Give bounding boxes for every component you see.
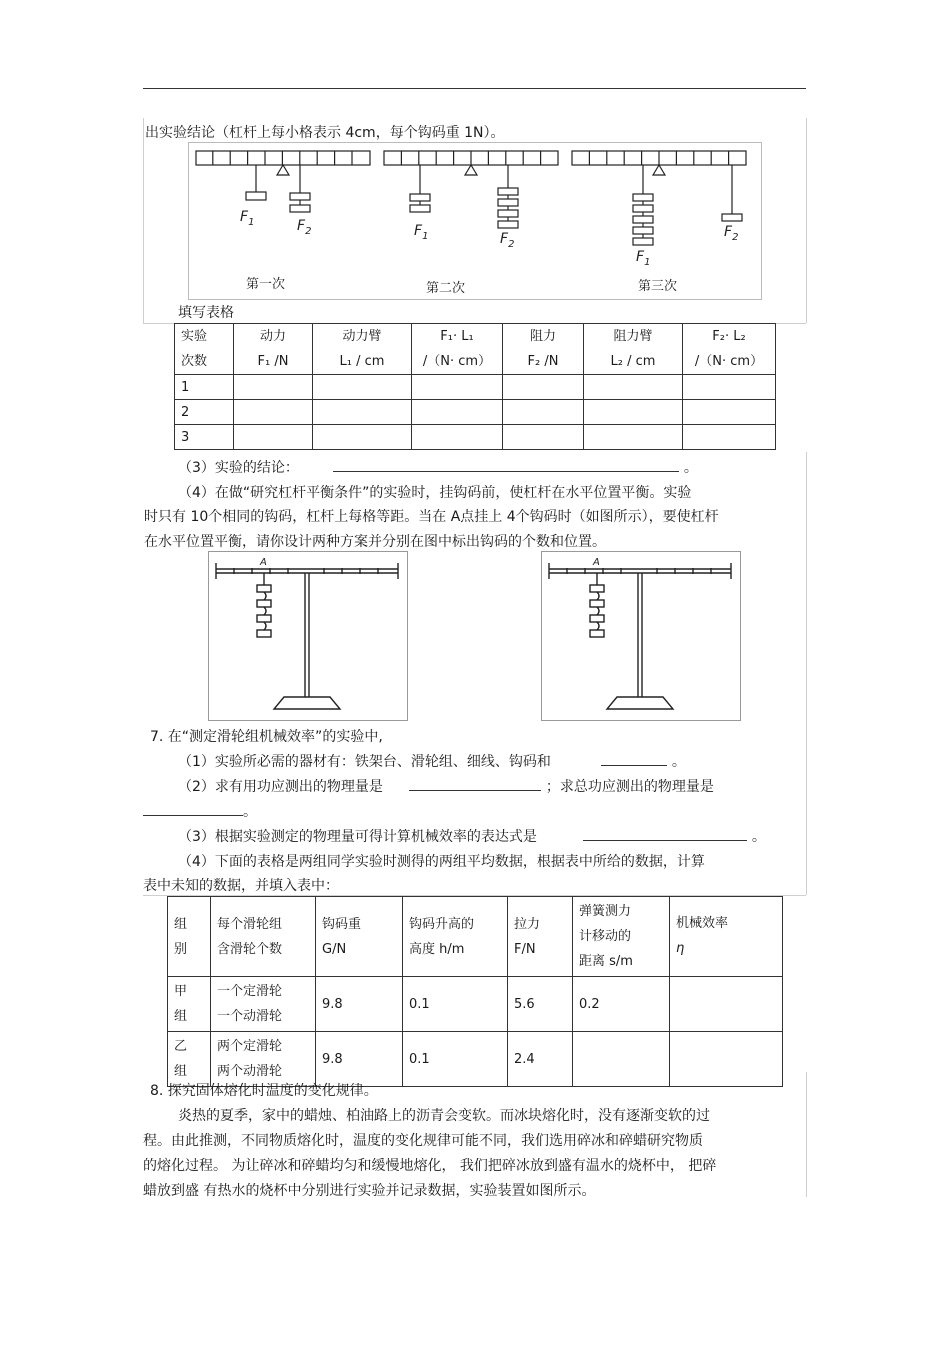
f2-label-1: $F_2$ [297,218,312,237]
empty-cell[interactable] [503,425,584,450]
scan-edge [806,1072,807,1197]
q7-1-blank[interactable] [601,751,667,766]
q7-2-blank-2[interactable] [143,801,243,816]
group-cell: 乙 组 [168,1032,211,1087]
q4-line2: 时只有 10个相同的钩码，杠杆上每格等距。当在 A点挂上 4个钩码时（如图所示），要使杠杆 [144,509,719,525]
q7-2-line: （2）求有用功应测出的物理量是 ；求总功应测出的物理量是 [178,776,714,796]
pulley-count-cell: 一个定滑轮 一个动滑轮 [211,977,316,1032]
height-cell: 0.1 [403,977,508,1032]
empty-cell[interactable] [683,375,776,400]
header-cell: 每个滑轮组 含滑轮个数 [211,897,316,977]
empty-cell[interactable] [234,425,313,450]
distance-cell: 0.2 [573,977,670,1032]
header-cell: 动力臂 L₁ / cm [313,324,412,375]
empty-cell[interactable] [503,400,584,425]
q7-3-line: （3）根据实验测定的物理量可得计算机械效率的表达式是 。 [178,826,766,846]
q8-line1: 炎热的夏季，家中的蜡烛、柏油路上的沥青会变软。而冰块熔化时，没有逐渐变软的过 [178,1108,710,1124]
scan-edge [143,118,144,323]
table-row [175,425,776,450]
q8-title: 8. 探究固体熔化时温度的变化规律。 [150,1083,378,1099]
caption-2: 第二次 [426,281,466,296]
header-cell: 动力 F₁ /N [234,324,313,375]
force-cell: 2.4 [508,1032,573,1087]
pulley-table [167,896,783,1087]
header-rule [143,88,806,89]
header-cell: 阻力 F₂ /N [503,324,584,375]
empty-cell[interactable] [683,400,776,425]
q7-2-cont: 。 [143,801,257,821]
header-cell: 阻力臂 L₂ / cm [584,324,683,375]
q7-title: 7. 在“测定滑轮组机械效率”的实验中, [150,729,383,745]
lever-stand-figure-2 [541,551,741,721]
empty-cell[interactable] [412,375,503,400]
q7-4-line1: （4）下面的表格是两组同学实验时测得的两组平均数据，根据表中所给的数据，计算 [178,854,705,870]
caption-3: 第三次 [638,279,678,294]
weight-cell: 9.8 [316,977,403,1032]
empty-cell[interactable] [584,425,683,450]
empty-cell[interactable] [234,375,313,400]
q7-4-line2: 表中未知的数据，并填入表中： [143,878,339,894]
q7-3-blank[interactable] [583,826,747,841]
f1-label-1: $F_1$ [240,209,255,228]
distance-cell[interactable] [573,1032,670,1087]
table-row [168,977,783,1032]
q3-line: （3）实验的结论： 。 [178,457,698,477]
table-row [168,1032,783,1087]
table-header-row [175,324,776,375]
row-number: 3 [175,425,234,450]
empty-cell[interactable] [584,375,683,400]
q8-line3: 的熔化过程。 为让碎冰和碎蜡均匀和缓慢地熔化， 我们把碎冰放到盛有温水的烧杯中， 把碎 [143,1158,717,1174]
empty-cell[interactable] [584,400,683,425]
lever-1 [196,151,370,212]
empty-cell[interactable] [412,400,503,425]
force-cell: 5.6 [508,977,573,1032]
f1-label-2: $F_1$ [414,223,429,242]
lever-figure [188,142,762,300]
figure-frame [189,143,762,300]
f1-label-3: $F_1$ [636,249,651,268]
header-cell: 拉力 F/N [508,897,573,977]
q7-2-blank-1[interactable] [409,776,541,791]
header-cell: F₁· L₁ /（N· cm） [412,324,503,375]
header-cell: 钩码升高的 高度 h/m [403,897,508,977]
pulley-count-cell: 两个定滑轮 两个动滑轮 [211,1032,316,1087]
q3-blank[interactable] [333,457,679,472]
empty-cell[interactable] [313,375,412,400]
lever-stand-figure-1 [208,551,408,721]
caption-1: 第一次 [246,277,286,292]
header-cell: F₂· L₂ /（N· cm） [683,324,776,375]
empty-cell[interactable] [234,400,313,425]
group-cell: 甲 组 [168,977,211,1032]
row-number: 1 [175,375,234,400]
header-cell: 实验 次数 [175,324,234,375]
q4-line3: 在水平位置平衡，请你设计两种方案并分别在图中标出钩码的个数和位置。 [144,534,606,550]
header-cell: 组 别 [168,897,211,977]
efficiency-cell[interactable] [670,1032,783,1087]
lever-table [174,323,776,450]
table-row [175,400,776,425]
height-cell: 0.1 [403,1032,508,1087]
header-cell: 机械效率 η [670,897,783,977]
intro-text: 出实验结论（杠杆上每小格表示 4cm，每个钩码重 1N）。 [145,125,505,141]
f2-label-2: $F_2$ [500,231,515,250]
empty-cell[interactable] [683,425,776,450]
empty-cell[interactable] [313,425,412,450]
empty-cell[interactable] [313,400,412,425]
header-cell: 弹簧测力 计移动的 距离 s/m [573,897,670,977]
q7-1-line: （1）实验所必需的器材有：铁架台、滑轮组、细线、钩码和 。 [178,751,686,771]
q8-line4: 蜡放到盛 有热水的烧杯中分别进行实验并记录数据，实验装置如图所示。 [143,1183,596,1199]
efficiency-cell[interactable] [670,977,783,1032]
empty-cell[interactable] [412,425,503,450]
weight-cell: 9.8 [316,1032,403,1087]
point-a-label: A [260,557,267,568]
point-a-label: A [593,557,600,568]
q4-line1: （4）在做“研究杠杆平衡条件”的实验时，挂钩码前，使杠杆在水平位置平衡。实验 [178,485,692,501]
lever-3 [572,151,746,245]
scan-edge [806,118,807,323]
header-cell: 钩码重 G/N [316,897,403,977]
row-number: 2 [175,400,234,425]
lever-2 [384,151,558,228]
table-row [175,375,776,400]
f2-label-3: $F_2$ [724,224,739,243]
fill-table-label: 填写表格 [178,305,234,321]
empty-cell[interactable] [503,375,584,400]
table-header-row [168,897,783,977]
scan-edge [806,452,807,895]
q8-line2: 程。由此推测，不同物质熔化时，温度的变化规律可能不同，我们选用碎冰和碎蜡研究物质 [143,1133,703,1149]
